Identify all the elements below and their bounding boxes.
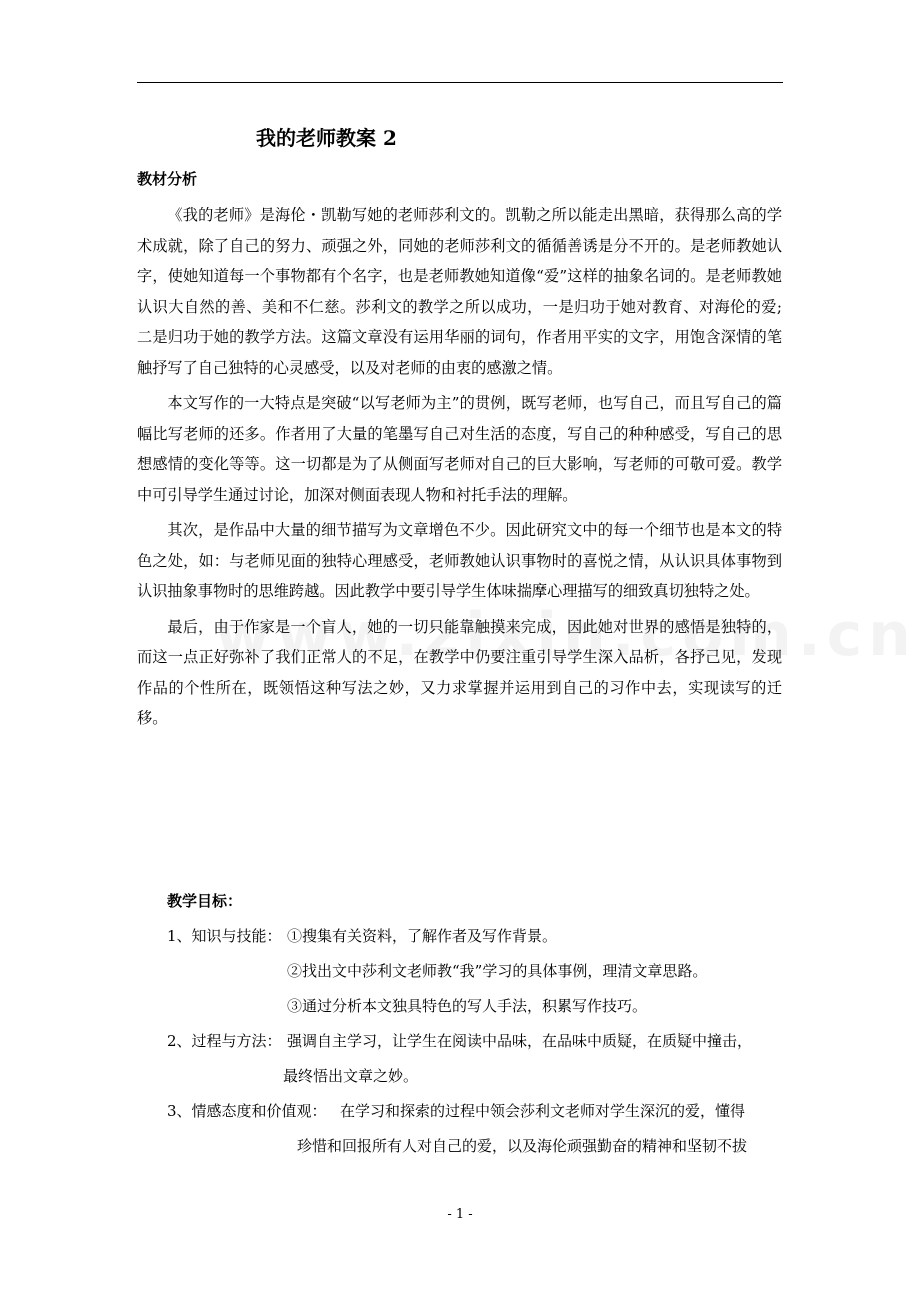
goal-3-line-1: 在学习和探索的过程中领会莎利文老师对学生深沉的爱，懂得 [340, 1102, 746, 1120]
goal-2-line-1: 强调自主学习，让学生在阅读中品味，在品味中质疑，在质疑中撞击， [287, 1032, 753, 1050]
goal-1-label: 1、知识与技能： [167, 927, 282, 945]
header-rule [137, 82, 783, 83]
goals-heading: 教学目标： [167, 892, 243, 910]
goal-1-line-3: ③通过分析本文独具特色的写人手法，积累写作技巧。 [287, 997, 648, 1015]
paragraph: 最后，由于作家是一个盲人，她的一切只能靠触摸来完成，因此她对世界的感悟是独特的，而这一点正好弥补了我们正常人的不足，在教学中仍要注重引导学生深入品析，各抒己见，发现作品的个性所在，既领悟这种写法之妙，又力求掌握并运用到自己的习作中去，实现读写的迁移。 [137, 617, 782, 727]
goal-2-label: 2、过程与方法： [167, 1032, 282, 1050]
goal-3-label: 3、情感态度和价值观： [167, 1102, 327, 1120]
paragraph: 其次，是作品中大量的细节描写为文章增色不少。因此研究文中的每一个细节也是本文的特色之处，如：与老师见面的独特心理感受，老师教她认识事物时的喜悦之情，从认识具体事物到认识抽象事物时的思维跨越。因此教学中要引导学生体味揣摩心理描写的细致真切独特之处。 [137, 521, 782, 600]
goal-3-line-2: 珍惜和回报所有人对自己的爱，以及海伦顽强勤奋的精神和坚韧不拔 [297, 1137, 748, 1155]
paragraph: 《我的老师》是海伦・凯勒写她的老师莎利文的。凯勒之所以能走出黑暗，获得那么高的学术成就，除了自己的努力、顽强之外，同她的老师莎利文的循循善诱是分不开的。是老师教她认字，使她知道每一个事物都有个名字，也是老师教她知道像“爱”这样的抽象名词的。是老师教她认识大自然的善、美和不仁慈。莎利文的教学之所以成功，一是归功于她对教育、对海伦的爱; 二是归功于她的教学方法。这篇文章没有运用华丽的词句，作者用平实的文字，用饱含深情的笔触抒写了自己独特的心灵感受，以及对老师的由衷的感激之情。 [137, 206, 782, 377]
page-title: 我的老师教案 2 [256, 126, 397, 150]
page-number: - 1 - [447, 1207, 473, 1222]
analysis-body [137, 200, 782, 739]
goal-2-line-2: 最终悟出文章之妙。 [283, 1067, 419, 1085]
goal-1-line-1: ①搜集有关资料，了解作者及写作背景。 [287, 927, 558, 945]
paragraph: 本文写作的一大特点是突破“以写老师为主”的贯例，既写老师，也写自己，而且写自己的篇幅比写老师的还多。作者用了大量的笔墨写自己对生活的态度，写自己的种种感受，写自己的思想感情的变化等等。这一切都是为了从侧面写老师对自己的巨大影响，写老师的可敬可爱。教学中可引导学生通过讨论，加深对侧面表现人物和衬托手法的理解。 [137, 394, 782, 504]
goal-1-line-2: ②找出文中莎利文老师教“我”学习的具体事例，理清文章思路。 [287, 962, 708, 980]
section-heading-analysis: 教材分析 [137, 170, 198, 188]
